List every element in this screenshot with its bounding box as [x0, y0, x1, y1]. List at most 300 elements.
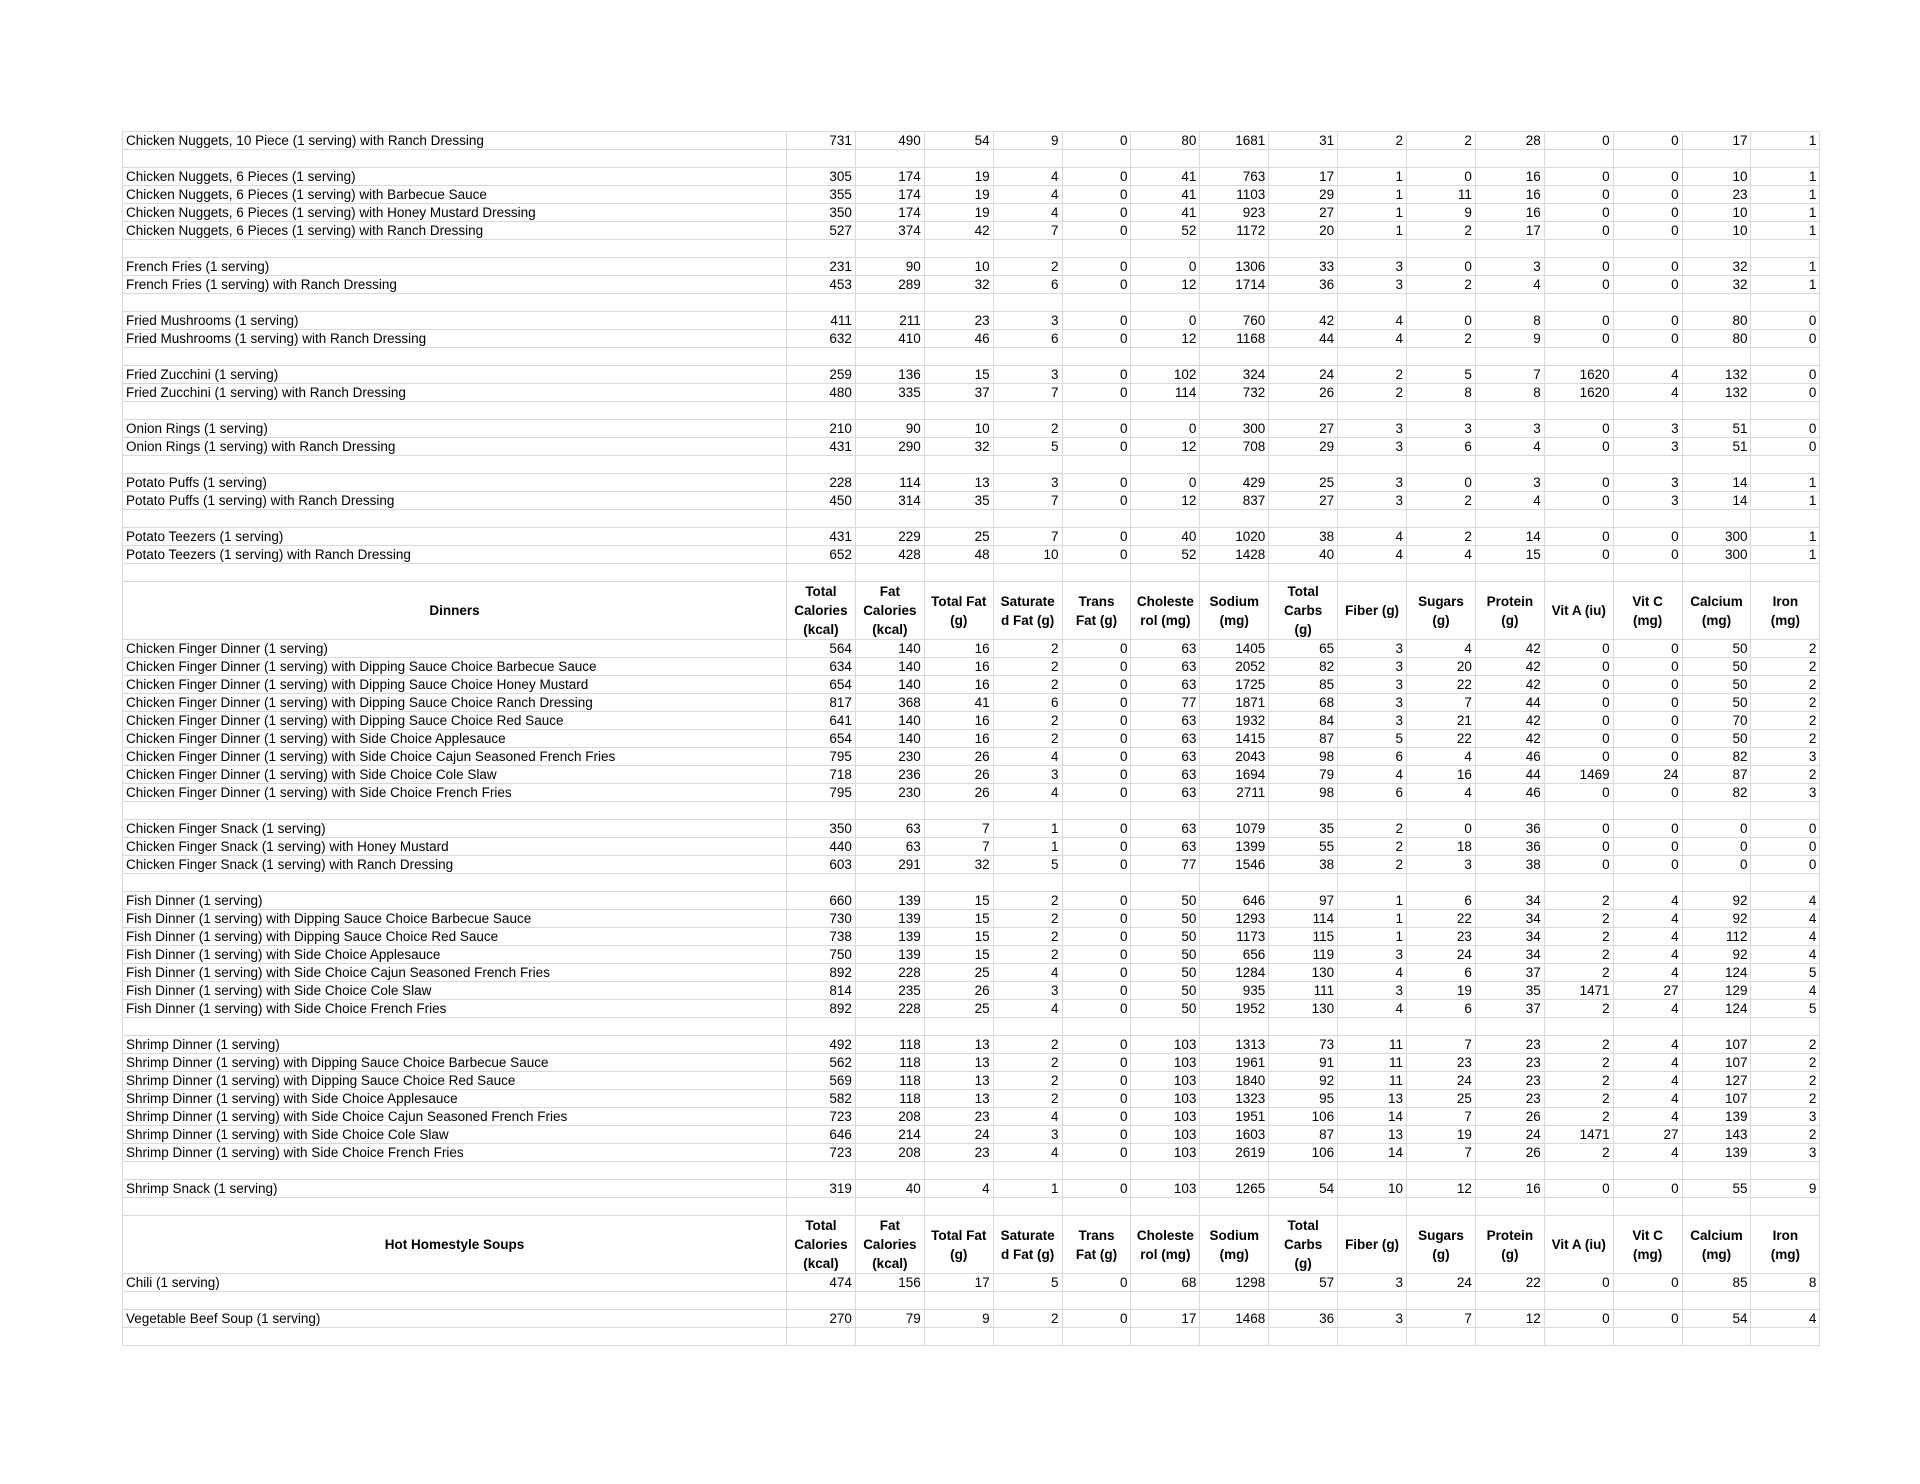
- value-cell: 118: [855, 1036, 924, 1054]
- value-cell: 77: [1131, 856, 1200, 874]
- blank-row: [123, 510, 1820, 528]
- empty-cell: [993, 402, 1062, 420]
- value-cell: 4: [993, 1000, 1062, 1018]
- empty-cell: [1338, 1162, 1407, 1180]
- value-cell: 228: [855, 1000, 924, 1018]
- column-header: Vit C (mg): [1613, 582, 1682, 640]
- value-cell: 12: [1131, 438, 1200, 456]
- value-cell: 7: [924, 838, 993, 856]
- table-row: [123, 910, 1820, 928]
- empty-cell: [1062, 1328, 1131, 1346]
- empty-cell: [123, 150, 787, 168]
- column-header: Total Carbs (g): [1269, 582, 1338, 640]
- empty-cell: [1544, 1328, 1613, 1346]
- empty-cell: [1062, 294, 1131, 312]
- empty-cell: [1062, 1292, 1131, 1310]
- value-cell: 492: [787, 1036, 856, 1054]
- value-cell: 19: [924, 204, 993, 222]
- empty-cell: [1751, 402, 1820, 420]
- section-header-row: [123, 1216, 1820, 1274]
- value-cell: 139: [855, 946, 924, 964]
- value-cell: 27: [1269, 492, 1338, 510]
- value-cell: 103: [1131, 1054, 1200, 1072]
- value-cell: 0: [1062, 312, 1131, 330]
- value-cell: 0: [1062, 1274, 1131, 1292]
- value-cell: 2: [993, 1036, 1062, 1054]
- value-cell: 25: [924, 528, 993, 546]
- table-row: [123, 1180, 1820, 1198]
- value-cell: 0: [1062, 1126, 1131, 1144]
- value-cell: 50: [1131, 928, 1200, 946]
- value-cell: 2: [993, 640, 1062, 658]
- value-cell: 0: [1131, 420, 1200, 438]
- empty-cell: [1407, 1162, 1476, 1180]
- table-row: [123, 1274, 1820, 1292]
- value-cell: 0: [1062, 384, 1131, 402]
- value-cell: 4: [1338, 330, 1407, 348]
- value-cell: 11: [1338, 1036, 1407, 1054]
- value-cell: 0: [1062, 132, 1131, 150]
- value-cell: 2619: [1200, 1144, 1269, 1162]
- empty-cell: [1269, 1198, 1338, 1216]
- value-cell: 55: [1682, 1180, 1751, 1198]
- value-cell: 324: [1200, 366, 1269, 384]
- value-cell: 114: [855, 474, 924, 492]
- column-header: Vit C (mg): [1613, 1216, 1682, 1274]
- empty-cell: [1062, 402, 1131, 420]
- value-cell: 51: [1682, 420, 1751, 438]
- value-cell: 118: [855, 1054, 924, 1072]
- item-name: Chicken Finger Dinner (1 serving) with Dipping Sauce Choice Honey Mustard: [123, 676, 787, 694]
- empty-cell: [924, 348, 993, 366]
- value-cell: 646: [1200, 892, 1269, 910]
- value-cell: 140: [855, 658, 924, 676]
- value-cell: 3: [1338, 1310, 1407, 1328]
- empty-cell: [1062, 802, 1131, 820]
- value-cell: 2: [993, 1310, 1062, 1328]
- value-cell: 40: [1269, 546, 1338, 564]
- value-cell: 1293: [1200, 910, 1269, 928]
- value-cell: 4: [1338, 766, 1407, 784]
- value-cell: 107: [1682, 1036, 1751, 1054]
- value-cell: 0: [1751, 312, 1820, 330]
- empty-cell: [924, 456, 993, 474]
- value-cell: 32: [924, 276, 993, 294]
- value-cell: 90: [855, 420, 924, 438]
- value-cell: 50: [1682, 640, 1751, 658]
- value-cell: 731: [787, 132, 856, 150]
- value-cell: 13: [924, 1036, 993, 1054]
- empty-cell: [855, 348, 924, 366]
- value-cell: 4: [1613, 1036, 1682, 1054]
- value-cell: 112: [1682, 928, 1751, 946]
- value-cell: 17: [924, 1274, 993, 1292]
- value-cell: 603: [787, 856, 856, 874]
- value-cell: 23: [1407, 1054, 1476, 1072]
- empty-cell: [1613, 348, 1682, 366]
- value-cell: 480: [787, 384, 856, 402]
- value-cell: 114: [1269, 910, 1338, 928]
- value-cell: 450: [787, 492, 856, 510]
- value-cell: 0: [1682, 856, 1751, 874]
- value-cell: 14: [1682, 474, 1751, 492]
- value-cell: 3: [1338, 658, 1407, 676]
- value-cell: 82: [1269, 658, 1338, 676]
- value-cell: 40: [1131, 528, 1200, 546]
- item-name: Shrimp Dinner (1 serving) with Side Choice Cajun Seasoned French Fries: [123, 1108, 787, 1126]
- value-cell: 732: [1200, 384, 1269, 402]
- empty-cell: [1269, 240, 1338, 258]
- value-cell: 6: [993, 276, 1062, 294]
- item-name: Fried Mushrooms (1 serving) with Ranch Dressing: [123, 330, 787, 348]
- empty-cell: [1269, 1328, 1338, 1346]
- item-name: Fish Dinner (1 serving) with Side Choice Cole Slaw: [123, 982, 787, 1000]
- value-cell: 3: [1338, 712, 1407, 730]
- column-header: Iron (mg): [1751, 1216, 1820, 1274]
- value-cell: 1265: [1200, 1180, 1269, 1198]
- empty-cell: [1613, 240, 1682, 258]
- value-cell: 44: [1269, 330, 1338, 348]
- value-cell: 270: [787, 1310, 856, 1328]
- empty-cell: [1682, 1198, 1751, 1216]
- value-cell: 4: [1613, 366, 1682, 384]
- value-cell: 7: [1475, 366, 1544, 384]
- value-cell: 0: [1613, 784, 1682, 802]
- value-cell: 50: [1131, 964, 1200, 982]
- value-cell: 1284: [1200, 964, 1269, 982]
- item-name: Chicken Nuggets, 6 Pieces (1 serving) with Ranch Dressing: [123, 222, 787, 240]
- value-cell: 355: [787, 186, 856, 204]
- empty-cell: [1200, 1018, 1269, 1036]
- value-cell: 569: [787, 1072, 856, 1090]
- item-name: Chili (1 serving): [123, 1274, 787, 1292]
- empty-cell: [1131, 1018, 1200, 1036]
- value-cell: 1: [1338, 168, 1407, 186]
- blank-row: [123, 564, 1820, 582]
- table-row: [123, 1036, 1820, 1054]
- value-cell: 97: [1269, 892, 1338, 910]
- value-cell: 6: [1338, 748, 1407, 766]
- item-name: Vegetable Beef Soup (1 serving): [123, 1310, 787, 1328]
- value-cell: 14: [1475, 528, 1544, 546]
- empty-cell: [787, 1162, 856, 1180]
- value-cell: 12: [1131, 276, 1200, 294]
- empty-cell: [1407, 510, 1476, 528]
- empty-cell: [1751, 802, 1820, 820]
- value-cell: 4: [1751, 910, 1820, 928]
- value-cell: 24: [1613, 766, 1682, 784]
- value-cell: 63: [1131, 838, 1200, 856]
- empty-cell: [993, 802, 1062, 820]
- value-cell: 10: [1682, 204, 1751, 222]
- value-cell: 3: [1338, 946, 1407, 964]
- empty-cell: [993, 564, 1062, 582]
- value-cell: 654: [787, 730, 856, 748]
- empty-cell: [1544, 874, 1613, 892]
- value-cell: 2: [993, 1072, 1062, 1090]
- value-cell: 0: [1613, 204, 1682, 222]
- value-cell: 290: [855, 438, 924, 456]
- value-cell: 139: [1682, 1108, 1751, 1126]
- value-cell: 32: [1682, 258, 1751, 276]
- value-cell: 1: [1338, 910, 1407, 928]
- value-cell: 490: [855, 132, 924, 150]
- value-cell: 20: [1269, 222, 1338, 240]
- value-cell: 2: [1407, 222, 1476, 240]
- value-cell: 0: [1062, 694, 1131, 712]
- value-cell: 13: [924, 1072, 993, 1090]
- value-cell: 2: [993, 676, 1062, 694]
- value-cell: 36: [1475, 820, 1544, 838]
- value-cell: 2: [1544, 946, 1613, 964]
- value-cell: 23: [924, 1108, 993, 1126]
- value-cell: 0: [1062, 658, 1131, 676]
- item-name: Chicken Nuggets, 6 Pieces (1 serving) with Honey Mustard Dressing: [123, 204, 787, 222]
- value-cell: 12: [1131, 492, 1200, 510]
- value-cell: 54: [924, 132, 993, 150]
- empty-cell: [1475, 874, 1544, 892]
- value-cell: 20: [1407, 658, 1476, 676]
- value-cell: 73: [1269, 1036, 1338, 1054]
- value-cell: 4: [993, 168, 1062, 186]
- value-cell: 26: [1475, 1108, 1544, 1126]
- value-cell: 143: [1682, 1126, 1751, 1144]
- value-cell: 44: [1475, 694, 1544, 712]
- table-row: [123, 312, 1820, 330]
- value-cell: 38: [1475, 856, 1544, 874]
- item-name: Fried Mushrooms (1 serving): [123, 312, 787, 330]
- value-cell: 1428: [1200, 546, 1269, 564]
- empty-cell: [1269, 564, 1338, 582]
- value-cell: 50: [1131, 982, 1200, 1000]
- value-cell: 1840: [1200, 1072, 1269, 1090]
- item-name: Fish Dinner (1 serving) with Side Choice Applesauce: [123, 946, 787, 964]
- value-cell: 319: [787, 1180, 856, 1198]
- empty-cell: [1751, 1328, 1820, 1346]
- value-cell: 0: [1544, 132, 1613, 150]
- value-cell: 3: [1338, 438, 1407, 456]
- value-cell: 19: [924, 168, 993, 186]
- value-cell: 0: [1613, 1310, 1682, 1328]
- value-cell: 1469: [1544, 766, 1613, 784]
- empty-cell: [123, 564, 787, 582]
- value-cell: 7: [924, 820, 993, 838]
- value-cell: 23: [1475, 1054, 1544, 1072]
- table-row: [123, 438, 1820, 456]
- empty-cell: [855, 240, 924, 258]
- empty-cell: [1407, 294, 1476, 312]
- item-name: Shrimp Dinner (1 serving) with Side Choice Cole Slaw: [123, 1126, 787, 1144]
- value-cell: 0: [1613, 1180, 1682, 1198]
- empty-cell: [1613, 1292, 1682, 1310]
- value-cell: 0: [1613, 856, 1682, 874]
- empty-cell: [1131, 874, 1200, 892]
- value-cell: 0: [1407, 258, 1476, 276]
- value-cell: 2: [1407, 492, 1476, 510]
- value-cell: 582: [787, 1090, 856, 1108]
- value-cell: 5: [1338, 730, 1407, 748]
- empty-cell: [1475, 1018, 1544, 1036]
- value-cell: 103: [1131, 1090, 1200, 1108]
- empty-cell: [1200, 240, 1269, 258]
- value-cell: 9: [1407, 204, 1476, 222]
- value-cell: 15: [924, 946, 993, 964]
- value-cell: 32: [924, 438, 993, 456]
- blank-row: [123, 802, 1820, 820]
- value-cell: 1: [1338, 928, 1407, 946]
- value-cell: 174: [855, 186, 924, 204]
- value-cell: 440: [787, 838, 856, 856]
- value-cell: 291: [855, 856, 924, 874]
- value-cell: 11: [1338, 1072, 1407, 1090]
- value-cell: 300: [1682, 546, 1751, 564]
- value-cell: 0: [1613, 676, 1682, 694]
- value-cell: 9: [993, 132, 1062, 150]
- section-header-row: [123, 582, 1820, 640]
- value-cell: 1961: [1200, 1054, 1269, 1072]
- empty-cell: [1751, 564, 1820, 582]
- value-cell: 817: [787, 694, 856, 712]
- value-cell: 0: [1682, 820, 1751, 838]
- value-cell: 2: [1407, 276, 1476, 294]
- value-cell: 923: [1200, 204, 1269, 222]
- empty-cell: [1613, 402, 1682, 420]
- value-cell: 0: [1407, 168, 1476, 186]
- value-cell: 139: [855, 910, 924, 928]
- value-cell: 0: [1062, 928, 1131, 946]
- empty-cell: [1338, 802, 1407, 820]
- value-cell: 17: [1475, 222, 1544, 240]
- value-cell: 44: [1475, 766, 1544, 784]
- value-cell: 156: [855, 1274, 924, 1292]
- column-header: Sugars (g): [1407, 582, 1476, 640]
- value-cell: 87: [1269, 1126, 1338, 1144]
- value-cell: 1871: [1200, 694, 1269, 712]
- value-cell: 300: [1200, 420, 1269, 438]
- value-cell: 16: [924, 730, 993, 748]
- value-cell: 1020: [1200, 528, 1269, 546]
- value-cell: 935: [1200, 982, 1269, 1000]
- value-cell: 103: [1131, 1144, 1200, 1162]
- value-cell: 6: [1407, 892, 1476, 910]
- value-cell: 13: [924, 474, 993, 492]
- value-cell: 0: [1613, 838, 1682, 856]
- value-cell: 98: [1269, 748, 1338, 766]
- value-cell: 16: [1407, 766, 1476, 784]
- item-name: Chicken Finger Snack (1 serving) with Ranch Dressing: [123, 856, 787, 874]
- table-row: [123, 820, 1820, 838]
- value-cell: 1: [1751, 546, 1820, 564]
- table-row: [123, 856, 1820, 874]
- value-cell: 41: [924, 694, 993, 712]
- value-cell: 0: [1062, 474, 1131, 492]
- value-cell: 646: [787, 1126, 856, 1144]
- value-cell: 95: [1269, 1090, 1338, 1108]
- value-cell: 0: [1062, 784, 1131, 802]
- table-row: [123, 168, 1820, 186]
- empty-cell: [1269, 348, 1338, 366]
- value-cell: 374: [855, 222, 924, 240]
- value-cell: 42: [924, 222, 993, 240]
- empty-cell: [1200, 564, 1269, 582]
- value-cell: 50: [1682, 658, 1751, 676]
- empty-cell: [787, 510, 856, 528]
- value-cell: 0: [1613, 658, 1682, 676]
- table-row: [123, 982, 1820, 1000]
- empty-cell: [1475, 402, 1544, 420]
- value-cell: 103: [1131, 1072, 1200, 1090]
- empty-cell: [1751, 510, 1820, 528]
- value-cell: 652: [787, 546, 856, 564]
- empty-cell: [1062, 456, 1131, 474]
- empty-cell: [924, 294, 993, 312]
- value-cell: 3: [1338, 420, 1407, 438]
- value-cell: 428: [855, 546, 924, 564]
- value-cell: 68: [1131, 1274, 1200, 1292]
- empty-cell: [1613, 1328, 1682, 1346]
- value-cell: 63: [1131, 820, 1200, 838]
- empty-cell: [924, 1328, 993, 1346]
- empty-cell: [1338, 348, 1407, 366]
- value-cell: 411: [787, 312, 856, 330]
- value-cell: 2: [1544, 910, 1613, 928]
- table-row: [123, 186, 1820, 204]
- value-cell: 1546: [1200, 856, 1269, 874]
- value-cell: 2: [993, 730, 1062, 748]
- empty-cell: [787, 1328, 856, 1346]
- value-cell: 3: [1338, 694, 1407, 712]
- empty-cell: [1613, 1198, 1682, 1216]
- value-cell: 0: [1544, 258, 1613, 276]
- value-cell: 8: [1475, 312, 1544, 330]
- empty-cell: [787, 564, 856, 582]
- value-cell: 80: [1682, 312, 1751, 330]
- value-cell: 132: [1682, 366, 1751, 384]
- value-cell: 4: [1613, 946, 1682, 964]
- value-cell: 431: [787, 438, 856, 456]
- value-cell: 2: [1338, 366, 1407, 384]
- value-cell: 0: [1544, 546, 1613, 564]
- value-cell: 1471: [1544, 982, 1613, 1000]
- empty-cell: [924, 1018, 993, 1036]
- empty-cell: [787, 240, 856, 258]
- table-row: [123, 366, 1820, 384]
- value-cell: 750: [787, 946, 856, 964]
- value-cell: 36: [1475, 838, 1544, 856]
- value-cell: 37: [1475, 1000, 1544, 1018]
- value-cell: 3: [993, 982, 1062, 1000]
- value-cell: 115: [1269, 928, 1338, 946]
- table-row: [123, 946, 1820, 964]
- value-cell: 0: [1544, 474, 1613, 492]
- empty-cell: [1613, 564, 1682, 582]
- value-cell: 4: [1613, 1000, 1682, 1018]
- empty-cell: [1200, 294, 1269, 312]
- empty-cell: [993, 294, 1062, 312]
- table-row: [123, 838, 1820, 856]
- value-cell: 4: [1751, 982, 1820, 1000]
- value-cell: 26: [924, 748, 993, 766]
- value-cell: 4: [1751, 946, 1820, 964]
- value-cell: 0: [1062, 546, 1131, 564]
- empty-cell: [1131, 1292, 1200, 1310]
- value-cell: 16: [1475, 204, 1544, 222]
- value-cell: 136: [855, 366, 924, 384]
- value-cell: 15: [1475, 546, 1544, 564]
- empty-cell: [993, 874, 1062, 892]
- empty-cell: [1544, 564, 1613, 582]
- value-cell: 3: [1338, 982, 1407, 1000]
